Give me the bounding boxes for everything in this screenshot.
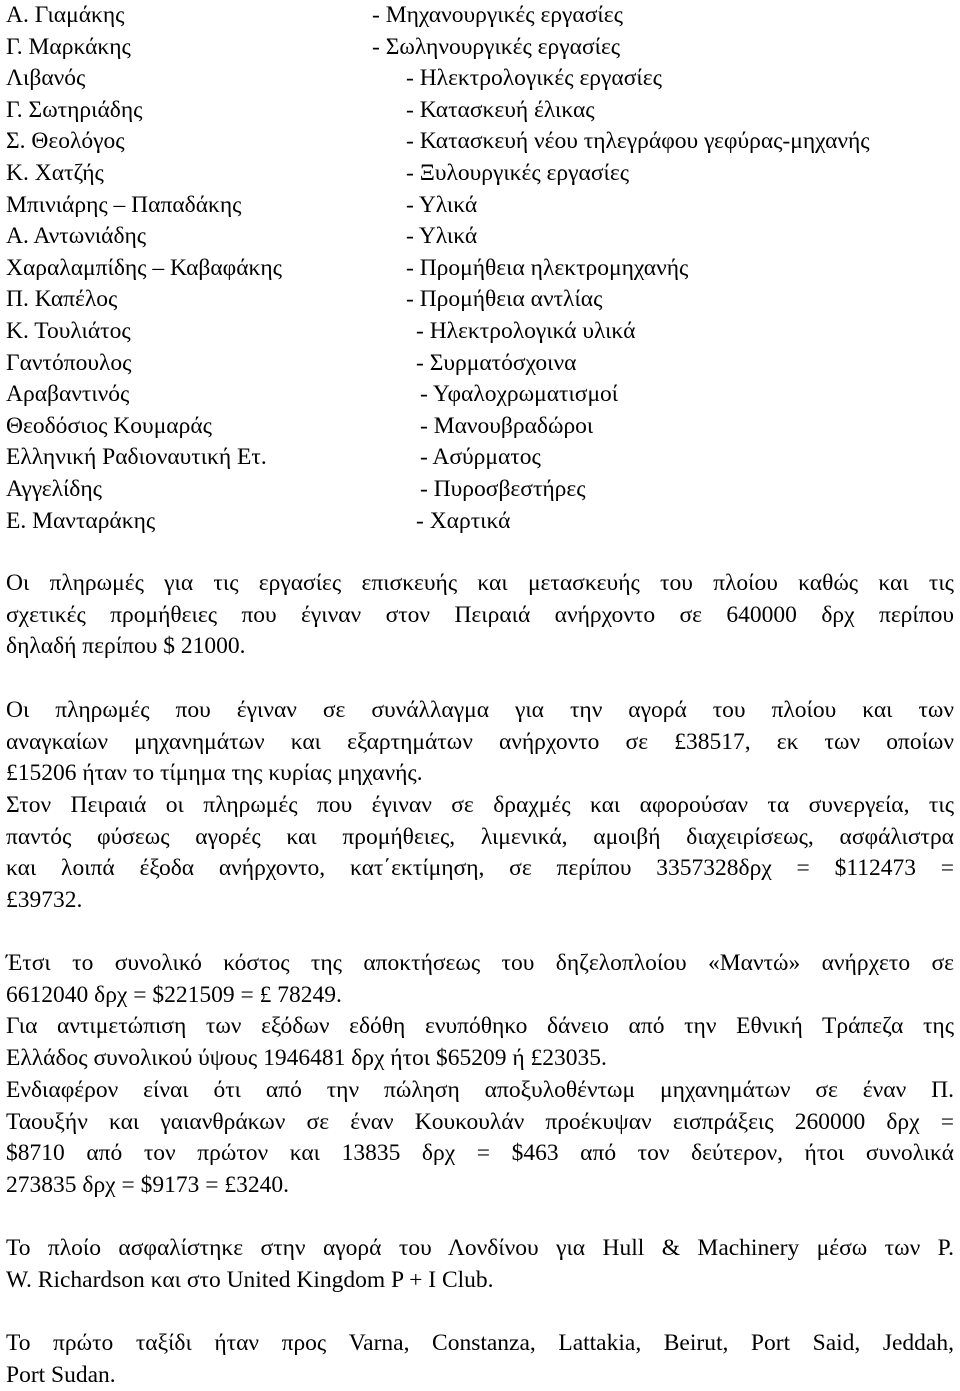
contractor-list: [6, 0, 956, 537]
contractor-row: [6, 474, 956, 506]
contractor-row: [6, 284, 956, 316]
contractor-row: [6, 63, 956, 95]
contractor-work: - Υλικά: [406, 223, 478, 250]
paragraph-loan: [6, 1011, 954, 1074]
paragraph-line: Το πρώτο ταξίδι ήταν προς Varna, Constanza, Lattakia, Beirut, Port Said, Jeddah,: [6, 1330, 954, 1356]
paragraph-first-voyage: [6, 1328, 954, 1391]
contractor-name: Θεοδόσιος Κουμαράς: [6, 412, 212, 439]
paragraph-piraeus-repairs: [6, 568, 954, 663]
contractor-row: [6, 316, 956, 348]
contractor-name: Α. Αντωνιάδης: [6, 223, 147, 250]
contractor-row: [6, 379, 956, 411]
contractor-row: [6, 253, 956, 285]
contractor-name: Αγγελίδης: [6, 475, 102, 502]
paragraph-line: Οι πληρωμές που έγιναν σε συνάλλαγμα για την αγορά του πλοίου και των: [6, 697, 954, 723]
paragraph-line: δηλαδή περίπου $ 21000.: [6, 633, 246, 660]
contractor-work: - Ξυλουργικές εργασίες: [406, 159, 630, 186]
paragraph-total-cost: [6, 948, 954, 1011]
contractor-work: - Κατασκευή έλικας: [406, 96, 595, 123]
contractor-work: - Ασύρματος: [420, 444, 541, 471]
contractor-name: Μπινιάρης – Παπαδάκης: [6, 191, 242, 218]
contractor-row: [6, 95, 956, 127]
contractor-row: [6, 348, 956, 380]
paragraph-line: αναγκαίων μηχανημάτων και εξαρτημάτων ανήρχοντο σε £38517, εκ των οποίων: [6, 728, 954, 755]
contractor-name: Γ. Μαρκάκης: [6, 33, 131, 60]
contractor-work: - Προμήθεια αντλίας: [406, 286, 603, 313]
paragraph-line: Ταουξήν και γαιανθράκων σε έναν Κουκουλάν προέκυψαν εισπράξεις 260000 δρχ =: [6, 1108, 954, 1135]
paragraph-line: Ελλάδος συνολικού ύψους 1946481 δρχ ήτοι $65209 ή £23035.: [6, 1044, 607, 1071]
contractor-work: - Πυροσβεστήρες: [420, 475, 586, 502]
contractor-row: [6, 32, 956, 64]
contractor-name: Γ. Σωτηριάδης: [6, 96, 143, 123]
contractor-name: Κ. Τουλιάτος: [6, 317, 131, 344]
contractor-name: Ε. Μανταράκης: [6, 507, 156, 534]
paragraph-line: 273835 δρχ = $9173 = £3240.: [6, 1171, 289, 1198]
contractor-row: [6, 190, 956, 222]
paragraph-line: Οι πληρωμές για τις εργασίες επισκευής και μετασκευής του πλοίου καθώς και τις: [6, 570, 954, 596]
contractor-name: Π. Καπέλος: [6, 286, 118, 313]
paragraph-line: Για αντιμετώπιση των εξόδων εδόθη ενυπόθηκο δάνειο από την Εθνική Τράπεζα της: [6, 1013, 954, 1039]
contractor-work: - Χαρτικά: [416, 507, 511, 534]
contractor-row: [6, 0, 956, 32]
paragraph-line: Έτσι το συνολικό κόστος της αποκτήσεως του δηζελοπλοίου «Μαντώ» ανήρχετο σε: [6, 950, 954, 976]
contractor-name: Σ. Θεολόγος: [6, 128, 125, 155]
paragraph-line: Port Sudan.: [6, 1361, 116, 1388]
paragraph-line: και λοιπά έξοδα ανήρχοντο, κατ΄εκτίμηση, σε περίπου 3357328δρχ = $112473 =: [6, 855, 954, 882]
contractor-name: Αραβαντινός: [6, 381, 130, 408]
paragraph-line: W. Richardson και στο United Kingdom P + I Club.: [6, 1266, 494, 1293]
paragraph-line: Το πλοίο ασφαλίστηκε στην αγορά του Λονδίνου για Hull & Machinery μέσω των Ρ.: [6, 1235, 954, 1261]
paragraph-drachma-payments: [6, 790, 954, 916]
contractor-row: [6, 158, 956, 190]
contractor-work: - Υφαλοχρωματισμοί: [420, 381, 619, 408]
contractor-row: [6, 442, 956, 474]
contractor-work: - Ηλεκτρολογικά υλικά: [416, 317, 636, 344]
contractor-row: [6, 126, 956, 158]
contractor-name: Γαντόπουλος: [6, 349, 132, 376]
contractor-work: - Κατασκευή νέου τηλεγράφου γεφύρας-μηχανής: [406, 128, 870, 155]
contractor-name: Λιβανός: [6, 65, 86, 92]
paragraph-foreign-currency: [6, 695, 954, 790]
contractor-work: - Προμήθεια ηλεκτρομηχανής: [406, 254, 689, 281]
paragraph-line: £15206 ήταν το τίμημα της κυρίας μηχανής.: [6, 760, 423, 787]
contractor-name: Ελληνική Ραδιοναυτική Ετ.: [6, 444, 267, 471]
contractor-name: Κ. Χατζής: [6, 159, 104, 186]
paragraph-line: £39732.: [6, 886, 83, 913]
contractor-work: - Ηλεκτρολογικές εργασίες: [406, 65, 662, 92]
contractor-work: - Συρματόσχοινα: [416, 349, 577, 376]
contractor-work: - Σωληνουργικές εργασίες: [372, 33, 621, 60]
contractor-name: Α. Γιαμάκης: [6, 2, 125, 28]
paragraph-line: παντός φύσεως αγορές και προμήθειες, λιμενικά, αμοιβή διαχειρίσεως, ασφάλιστρα: [6, 823, 954, 850]
paragraph-machinery-sale: [6, 1075, 954, 1201]
paragraph-insurance: [6, 1233, 954, 1296]
paragraph-line: $8710 από τον πρώτον και 13835 δρχ = $463 από τον δεύτερον, ήτοι συνολικά: [6, 1140, 954, 1167]
paragraph-line: Στον Πειραιά οι πληρωμές που έγιναν σε δραχμές και αφορούσαν τα συνεργεία, τις: [6, 792, 954, 818]
contractor-name: Χαραλαμπίδης – Καβαφάκης: [6, 254, 282, 281]
paragraph-line: Ενδιαφέρον είναι ότι από την πώληση αποξυλοθέντωμ μηχανημάτων σε έναν Π.: [6, 1077, 954, 1103]
contractor-row: [6, 411, 956, 443]
paragraph-line: σχετικές προμήθειες που έγιναν στον Πειραιά ανήρχοντο σε 640000 δρχ περίπου: [6, 601, 954, 628]
contractor-work: - Μηχανουργικές εργασίες: [372, 2, 623, 28]
contractor-row: [6, 506, 956, 538]
paragraph-line: 6612040 δρχ = $221509 = £ 78249.: [6, 981, 342, 1008]
contractor-row: [6, 221, 956, 253]
contractor-work: - Υλικά: [406, 191, 478, 218]
contractor-work: - Μανουβραδώροι: [420, 412, 594, 439]
